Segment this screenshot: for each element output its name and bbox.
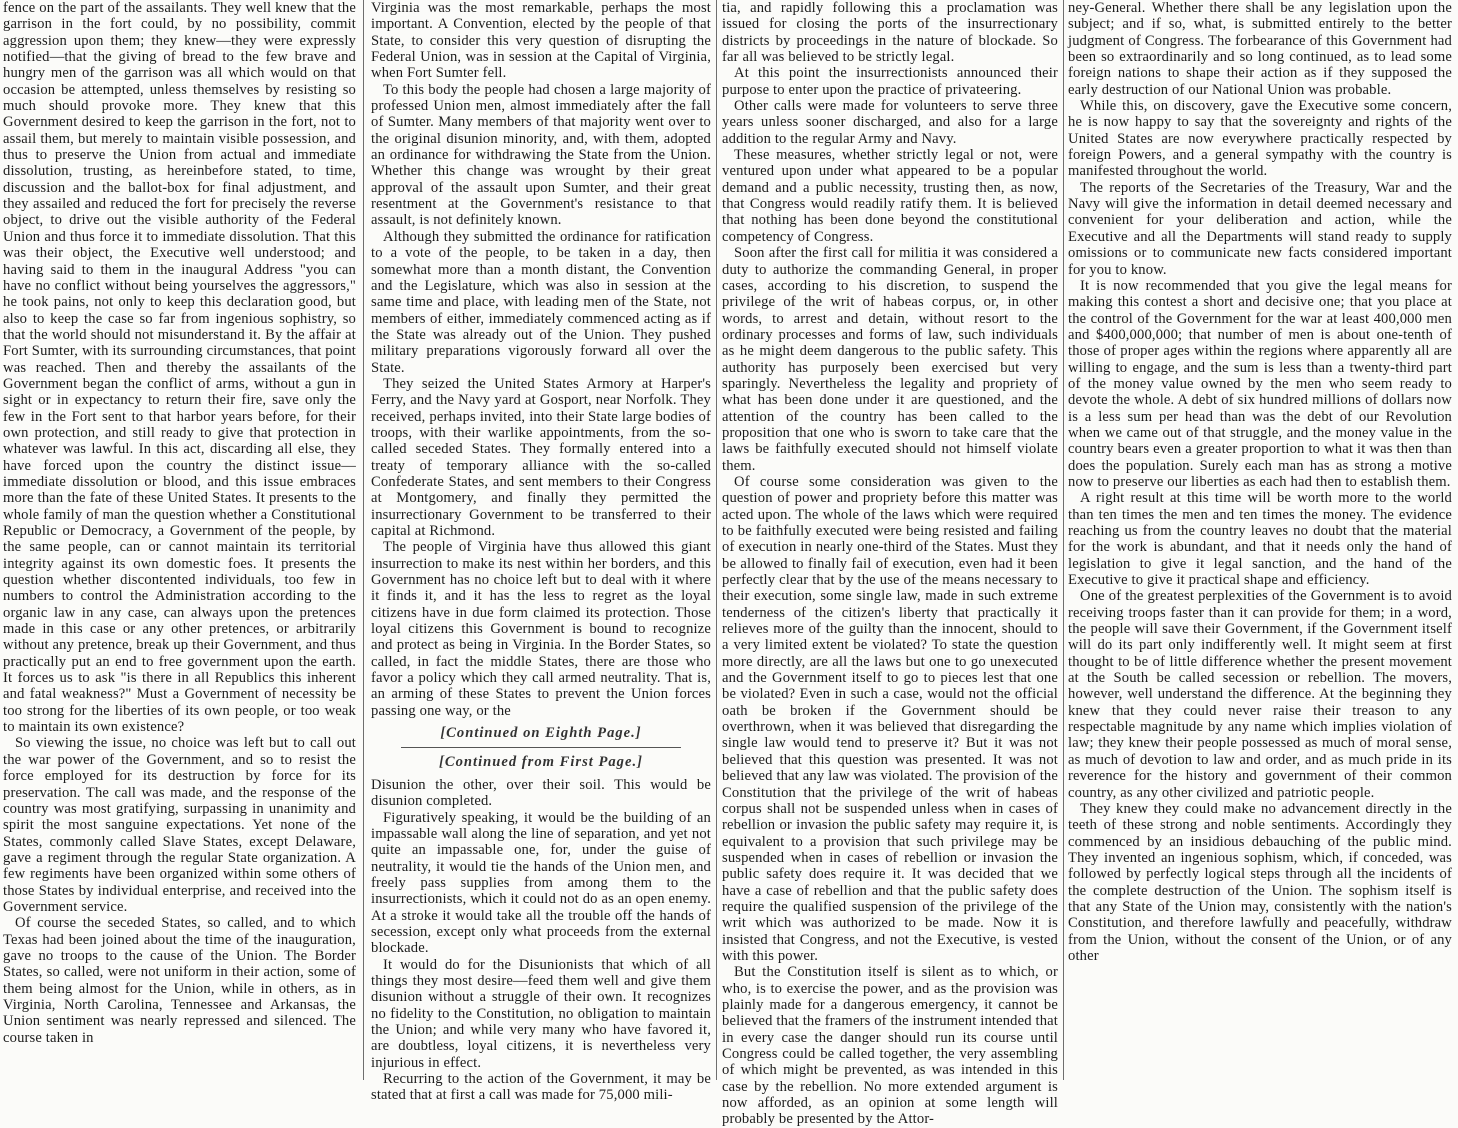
column-rule xyxy=(716,0,717,1080)
column-rule xyxy=(363,0,364,1080)
paragraph: One of the greatest perplexities of the Government is to avoid receiving troops faster than it can provide for them; in a word, the people will save their Government, if the Government itself will do its part only indifferently well. It might seem at first thought to be of little difference whether the present movement at the South be called secession or rebellion. The movers, however, well understand the difference. At the beginning they knew that they could never raise their treason to any respectable magnitude by any name which implies violation of law; they knew their people possessed as much of moral sense, as much of devotion to law and order, and as much pride in its reverence for the history and government of their common country, as any other civilized and patriotic people. xyxy=(1068,588,1452,801)
paragraph: Although they submitted the ordinance for ratification to a vote of the people, to be taken in a day, then somewhat more than a month distant, the Convention and the Legislature, which was also in session at the same time and place, with leading men of the State, not members of either, immediately commenced acting as if the State was already out of the Union. They pushed military preparations vigorously forward all over the State. xyxy=(371,228,711,376)
continued-from-notice: [Continued from First Page.] xyxy=(439,754,643,771)
paragraph: Virginia was the most remarkable, perhaps the most important. A Convention, elected by the people of that State, to consider this very question of disrupting the Federal Union, was in session at the Capital of Virginia, when Fort Sumter fell. xyxy=(371,0,711,82)
paragraph: They seized the United States Armory at Harper's Ferry, and the Navy yard at Gosport, near Norfolk. They received, perhaps invited, into their State large bodies of troops, with their warlike appointments, from the so-called seceded States. They formally entered into a treaty of temporary alliance with the so-called Confederate States, and sent members to their Congress at Montgomery, and finally they permitted the insurrectionary Government to be transferred to their capital at Richmond. xyxy=(371,375,711,539)
column-rule xyxy=(1063,0,1064,1080)
continued-on-notice: [Continued on Eighth Page.] xyxy=(440,725,642,742)
paragraph: The reports of the Secretaries of the Treasury, War and the Navy will give the information in detail deemed necessary and convenient for your deliberation and action, while the Executive and all the Departments will stand ready to supply omissions or to communicate new facts considered important for you to know. xyxy=(1068,179,1452,278)
paragraph: Disunion the other, over their soil. This would be disunion completed. xyxy=(371,776,711,810)
paragraph: To this body the people had chosen a large majority of professed Union men, almost immediately after the fall of Sumter. Many members of that majority went over to the original disunion minority, and, with them, adopted an ordinance for withdrawing the State from the Union. Whether this change was wrought by their great approval of the assault upon Sumter, and their great resentment at the Government's resistance to that assault, is not definitely known. xyxy=(371,81,711,229)
paragraph: Figuratively speaking, it would be the building of an impassable wall along the line of separation, and yet not quite an impassable one, for, under the guise of neutrality, it would tie the hands of the Union men, and freely pass supplies from among them to the insurrectionists, which it could not do as an open enemy. At a stroke it would take all the trouble off the hands of secession, except only what proceeds from the external blockade. xyxy=(371,809,711,957)
paragraph: At this point the insurrectionists announced their purpose to enter upon the practice of privateering. xyxy=(722,65,1058,98)
paragraph: A right result at this time will be worth more to the world than ten times the men and ten times the money. The evidence reaching us from the country leaves no doubt that the material for the work is abundant, and that it needs only the hand of legislation to give it legal sanction, and the hand of the Executive to give it practical shape and efficiency. xyxy=(1068,490,1452,589)
paragraph: ney-General. Whether there shall be any legislation upon the subject; and if so, what, is submitted entirely to the better judgment of Congress. The forbearance of this Government had been so extraordinarily and so long continued, as to lead some foreign nations to shape their action as if they supposed the early destruction of our National Union was probable. xyxy=(1068,0,1452,98)
column-4 xyxy=(1068,0,1452,1080)
paragraph: tia, and rapidly following this a proclamation was issued for closing the ports of the insurrectionary districts by proceedings in the nature of blockade. So far all was believed to be strictly legal. xyxy=(722,0,1058,66)
paragraph: It would do for the Disunionists that which of all things they most desire—feed them well and give them disunion without a struggle of their own. It recognizes no fidelity to the Constitution, no obligation to maintain the Union; and while very many who have favored it, are doubtless, loyal citizens, it is nevertheless very injurious in effect. xyxy=(371,956,711,1071)
paragraph: These measures, whether strictly legal or not, were ventured upon under what appeared to be a popular demand and a public necessity, trusting then, as now, that Congress would readily ratify them. It is believed that nothing has been done beyond the constitutional competency of Congress. xyxy=(722,147,1058,245)
paragraph: Recurring to the action of the Government, it may be stated that at first a call was made for 75,000 mili- xyxy=(371,1071,711,1104)
column-1 xyxy=(3,0,356,1080)
paragraph: fence on the part of the assailants. They well knew that the garrison in the fort could, by no possibility, commit aggression upon them; they knew—they were expressly notified—that the giving of bread to the few brave and hungry men of the garrison was all which would on that occasion be attempted, unless themselves by resisting so much should provoke more. They knew that this Government desired to keep the garrison in the fort, not to assail them, but merely to maintain visible possession, and thus to preserve the Union from actual and immediate dissolution, trusting, as hereinbefore stated, to time, discussion and the ballot-box for final adjustment, and they assailed and reduced the fort for precisely the reverse object, to drive out the visible authority of the Federal Union and thus force it to immediate dissolution. That this was their object, the Executive well understood; and having said to them in the inaugural Address "you can have no conflict without being yourselves the aggressors," he took pains, not only to keep this declaration good, but also to keep the case so far from ingenious sophistry, so that the world should not misunderstand it. By the affair at Fort Sumter, with its surrounding circumstances, that point was reached. Then and thereby the assailants of the Government began the conflict of arms, without a gun in sight or in expectancy to return their fire, save only the few in the Fort sent to that harbor years before, for their own protection, and still ready to give that protection in whatever was lawful. In this act, discarding all else, they have forced upon the country the distinct issue—immediate dissolution or blood, and this issue embraces more than the fate of these United States. It presents to the whole family of man the question whether a Constitutional Republic or Democracy, a Government of the people, by the same people, can or cannot maintain its territorial integrity against its own domestic foes. It presents the question whether discontented individuals, too few in numbers to control the Administration according to the organic law in any case, can always upon the pretences made in this case or any other pretences, or arbitrarily without any pretence, break up their Government, and thus practically put an end to free government upon the earth. It forces us to ask "is there in all Republics this inherent and fatal weakness?" Must a Government of necessity be too strong for the liberties of its own people, or too weak to maintain its own existence? xyxy=(3,0,356,736)
paragraph: So viewing the issue, no choice was left but to call out the war power of the Government, and so to resist the force employed for its destruction by force for its preservation. The call was made, and the response of the country was most gratifying, surpassing in unanimity and spirit the most sanguine expectations. Yet none of the States, commonly called Slave States, except Delaware, gave a regiment through the regular State organization. A few regiments have been organized within some others of those States by individual enterprise, and received into the Government service. xyxy=(3,735,356,915)
paragraph: The people of Virginia have thus allowed this giant insurrection to make its nest within her borders, and this Government has no choice left but to deal with it where it finds it, and it has the less to regret as the loyal citizens have in due form claimed its protection. Those loyal citizens this Government is bound to recognize and protect as being in Virginia. In the Border States, so called, in fact the middle States, there are those who favor a policy which they call armed neutrality. That is, an arming of these States to prevent the Union forces passing one way, or the xyxy=(371,539,711,719)
column-3 xyxy=(722,0,1058,1128)
paragraph: Other calls were made for volunteers to serve three years unless sooner discharged, and also for a large addition to the regular Army and Navy. xyxy=(722,98,1058,147)
paragraph: It is now recommended that you give the legal means for making this contest a short and decisive one; that you place at the control of the Government for the war at least 400,000 men and $400,000,000; that number of men is about one-tenth of those of proper ages within the regions where apparently all are willing to engage, and the sum is less than a twenty-third part of the money value owned by the men who seem ready to devote the whole. A debt of six hundred millions of dollars now is a less sum per head than was the debt of our Revolution when we came out of that struggle, and the money value in the country bears even a greater proportion to what it was then than does the population. Surely each man has as strong a motive now to preserve our liberties as each had then to establish them. xyxy=(1068,277,1452,490)
divider xyxy=(401,747,681,748)
paragraph: They knew they could make no advancement directly in the teeth of these strong and noble sentiments. Accordingly they commenced by an insidious debauching of the public mind. They invented an ingenious sophism, which, if conceded, was followed by perfectly logical steps through all the incidents of the complete destruction of the Union. The sophism itself is that any State of the Union may, consistently with the nation's Constitution, and therefore lawfully and peacefully, withdraw from the Union, without the consent of the Union, or of any other xyxy=(1068,800,1452,964)
paragraph: While this, on discovery, gave the Executive some concern, he is now happy to say that the sovereignty and rights of the United States are now everywhere practically respected by foreign Powers, and a general sympathy with the country is manifested throughout the world. xyxy=(1068,98,1452,180)
paragraph: Soon after the first call for militia it was considered a duty to authorize the commanding General, in proper cases, according to his discretion, to suspend the privilege of the writ of habeas corpus, or, in other words, to arrest and detain, without resort to the ordinary processes and forms of law, such individuals as he might deem dangerous to the public safety. This authority has purposely been exercised but very sparingly. Nevertheless the legality and propriety of what has been done under it are questioned, and the attention of the country has been called to the proposition that one who is sworn to take care that the laws be faithfully executed should not himself violate them. xyxy=(722,245,1058,474)
column-2 xyxy=(371,0,711,1104)
paragraph: Of course some consideration was given to the question of power and propriety before this matter was acted upon. The whole of the laws which were required to be faithfully executed were being resisted and failing of execution in nearly one-third of the States. Must they be allowed to finally fail of execution, even had it been perfectly clear that by the use of the means necessary to their execution, some single law, made in such extreme tenderness of the citizen's liberty that practically it relieves more of the guilty than the innocent, should to a very limited extent be violated? To state the question more directly, are all the laws but one to go unexecuted and the Government itself to go to pieces lest that one be violated? Even in such a case, would not the official oath be broken if the Government should be overthrown, when it was believed that disregarding the single law would tend to preserve it? But it was not believed that this question was presented. It was not believed that any law was violated. The provision of the Constitution that the privilege of the writ of habeas corpus shall not be suspended unless when in cases of rebellion or invasion the public safety may require it, is equivalent to a provision that such privilege may be suspended when in cases of rebellion or invasion the public safety does require it. It was decided that we have a case of rebellion and that the public safety does require the qualified suspension of the privilege of the writ which was authorized to be made. Now it is insisted that Congress, and not the Executive, is vested with this power. xyxy=(722,473,1058,964)
paragraph: Of course the seceded States, so called, and to which Texas had been joined about the time of the inauguration, gave no troops to the cause of the Union. The Border States, so called, were not uniform in their action, some of them being almost for the Union, while in others, as in Virginia, North Carolina, Tennessee and Arkansas, the Union sentiment was nearly repressed and silenced. The course taken in xyxy=(3,915,356,1046)
paragraph: But the Constitution itself is silent as to which, or who, is to exercise the power, and as the provision was plainly made for a dangerous emergency, it cannot be believed that the framers of the instrument intended that in every case the danger should run its course until Congress could be called together, the very assembling of which might be prevented, as was intended in this case by the rebellion. No more extended argument is now afforded, as an opinion at some length will probably be presented by the Attor- xyxy=(722,964,1058,1128)
